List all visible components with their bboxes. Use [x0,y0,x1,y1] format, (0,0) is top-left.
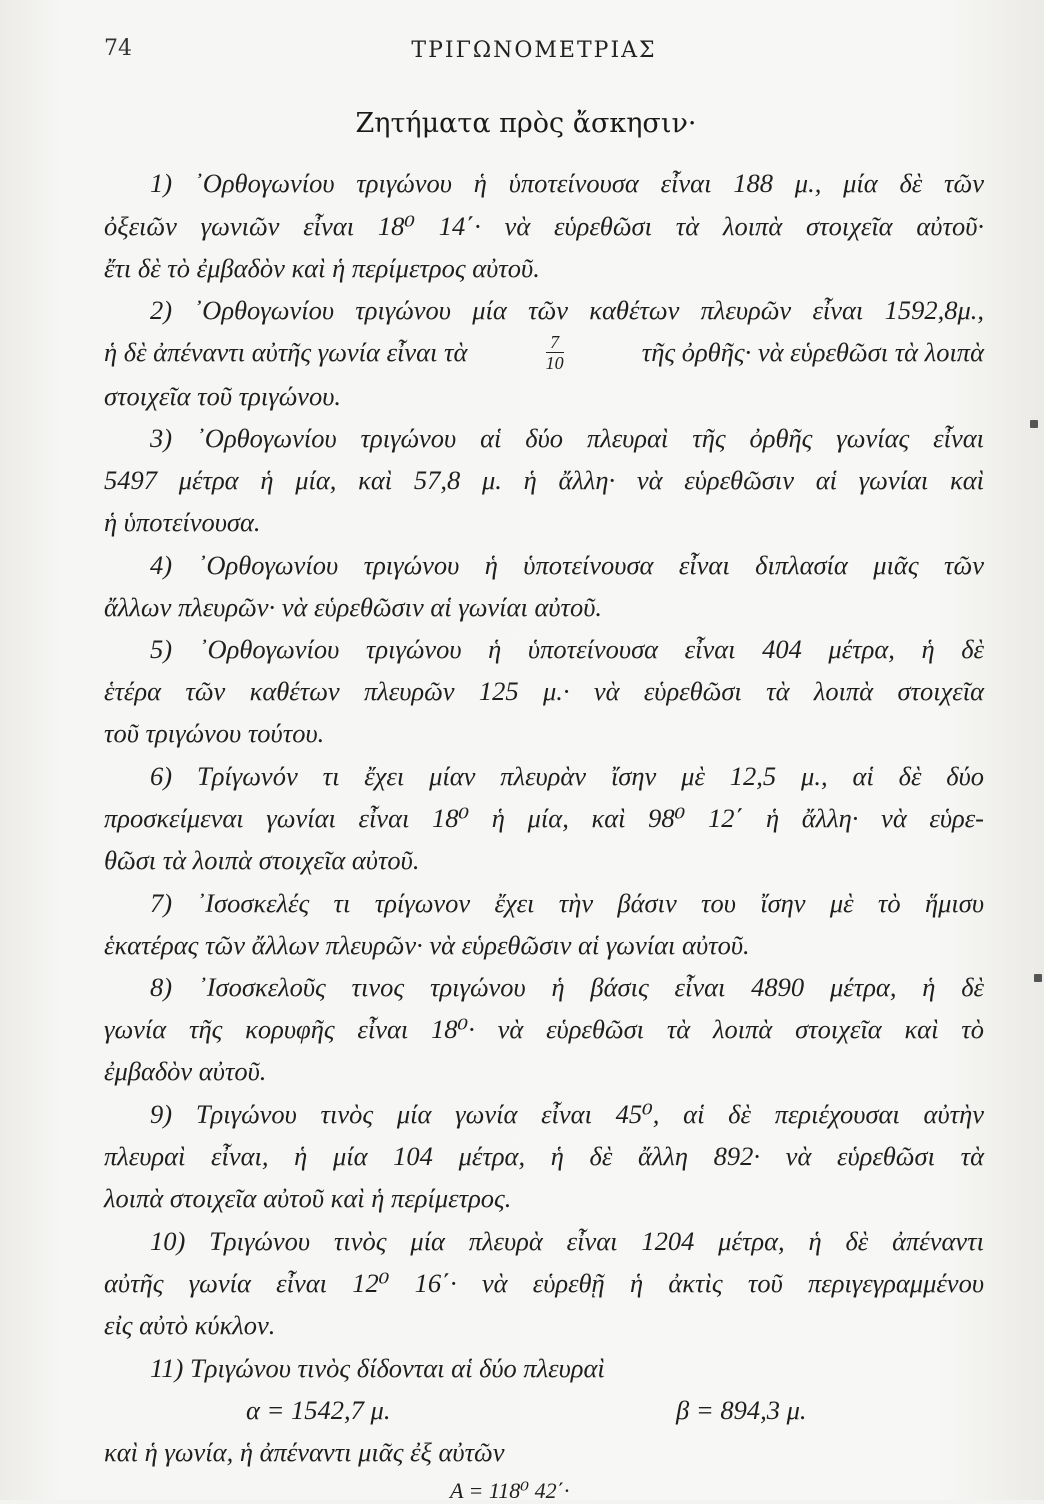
margin-mark [1030,420,1038,428]
fraction-numerator: 7 [546,332,564,353]
exercise-10-line-2: αὐτῆς γωνία εἶναι 12⁰ 16΄· νὰ εὑρεθῇ ἡ ἀκτὶς τοῦ περιγεγραμμένου [104,1268,984,1298]
exercise-1-line-2: ὀξειῶν γωνιῶν εἶναι 18⁰ 14΄· νὰ εὑρεθῶσι τὰ λοιπὰ στοιχεῖα αὐτοῦ· [104,211,984,241]
exercise-11-line-1: 11) Τριγώνου τινὸς δίδονται αἱ δύο πλευραὶ [150,1353,605,1383]
exercise-5-line-2: ἑτέρα τῶν καθέτων πλευρῶν 125 μ.· νὰ εὑρεθῶσι τὰ λοιπὰ στοιχεῖα [104,676,984,706]
exercise-2-line-2-end: τῆς ὀρθῆς· νὰ εὑρεθῶσι τὰ λοιπὰ [641,337,984,367]
exercise-4-line-2: ἄλλων πλευρῶν· νὰ εὑρεθῶσιν αἱ γωνίαι αὐτοῦ. [104,592,603,622]
exercise-6-line-2: προσκείμεναι γωνίαι εἶναι 18⁰ ἡ μία, καὶ 98⁰ 12΄ ἡ ἄλλη· νὰ εὑρε- [104,803,984,833]
exercise-2-line-2-start: ἡ δὲ ἀπέναντι αὐτῆς γωνία εἶναι τὰ [104,337,468,367]
exercise-3-line-3: ἡ ὑποτείνουσα. [104,507,261,537]
exercise-7-line-2: ἑκατέρας τῶν ἄλλων πλευρῶν· νὰ εὑρεθῶσιν αἱ γωνίαι αὐτοῦ. [104,930,750,960]
section-title: Ζητήματα πρὸς ἄσκησιν· [355,108,697,139]
exercise-8-line-2: γωνία τῆς κορυφῆς εἶναι 18⁰· νὰ εὑρεθῶσι τὰ λοιπὰ στοιχεῖα καὶ τὸ [104,1014,984,1044]
exercise-1-line-1: 1) ᾿Ορθογωνίου τριγώνου ἡ ὑποτείνουσα εἶναι 188 μ., μία δὲ τῶν [150,168,984,198]
exercise-6-line-3: θῶσι τὰ λοιπὰ στοιχεῖα αὐτοῦ. [104,845,420,875]
exercise-3-line-1: 3) ᾿Ορθογωνίου τριγώνου αἱ δύο πλευραὶ τῆς ὀρθῆς γωνίας εἶναι [150,423,984,453]
side-beta-value: β = 894,3 μ. [676,1395,807,1425]
exercise-1-line-3: ἔτι δὲ τὸ ἐμβαδὸν καὶ ἡ περίμετρος αὐτοῦ. [104,253,540,283]
exercise-10-line-3: εἰς αὐτὸ κύκλον. [104,1310,276,1340]
exercise-11-line-3: καὶ ἡ γωνία, ἡ ἀπέναντι μιᾶς ἐξ αὐτῶν [104,1437,505,1467]
exercise-9-line-2: πλευραὶ εἶναι, ἡ μία 104 μέτρα, ἡ δὲ ἄλλη 892· νὰ εὑρεθῶσι τὰ [104,1141,984,1171]
angle-A-value: Α = 118⁰ 42΄· [450,1478,570,1503]
exercise-3-line-2: 5497 μέτρα ἡ μία, καὶ 57,8 μ. ἡ ἄλλη· νὰ εὑρεθῶσιν αἱ γωνίαι καὶ [104,465,984,495]
exercise-8-line-3: ἐμβαδὸν αὐτοῦ. [104,1056,267,1086]
exercise-8-line-1: 8) ᾿Ισοσκελοῦς τινος τριγώνου ἡ βάσις εἶναι 4890 μέτρα, ἡ δὲ [150,972,984,1002]
fraction-seven-tenths [546,332,564,373]
exercise-9-line-1: 9) Τριγώνου τινὸς μία γωνία εἶναι 45⁰, αἱ δὲ περιέχουσαι αὐτὴν [150,1099,984,1129]
fraction-denominator: 10 [545,353,564,373]
page-number: 74 [104,36,132,61]
side-alpha-value: α = 1542,7 μ. [246,1395,391,1425]
running-title: ΤΡΙΓΩΝΟΜΕΤΡΙΑΣ [411,38,657,63]
exercise-7-line-1: 7) ᾿Ισοσκελές τι τρίγωνον ἔχει τὴν βάσιν του ἴσην μὲ τὸ ἥμισυ [150,888,984,918]
exercise-4-line-1: 4) ᾿Ορθογωνίου τριγώνου ἡ ὑποτείνουσα εἶναι διπλασία μιᾶς τῶν [150,550,984,580]
exercise-2-line-3: στοιχεῖα τοῦ τριγώνου. [104,381,341,411]
margin-mark [1034,974,1042,982]
exercise-9-line-3: λοιπὰ στοιχεῖα αὐτοῦ καὶ ἡ περίμετρος. [104,1183,512,1213]
exercise-5-line-1: 5) ᾿Ορθογωνίου τριγώνου ἡ ὑποτείνουσα εἶναι 404 μέτρα, ἡ δὲ [150,634,984,664]
exercise-10-line-1: 10) Τριγώνου τινὸς μία πλευρὰ εἶναι 1204 μέτρα, ἡ δὲ ἀπέναντι [150,1226,984,1256]
exercise-2-line-1: 2) ᾿Ορθογωνίου τριγώνου μία τῶν καθέτων πλευρῶν εἶναι 1592,8μ., [150,295,984,325]
exercise-6-line-1: 6) Τρίγωνόν τι ἔχει μίαν πλευρὰν ἴσην μὲ 12,5 μ., αἱ δὲ δύο [150,761,984,791]
exercise-5-line-3: τοῦ τριγώνου τούτου. [104,718,325,748]
exercise-2-line-2 [104,332,984,373]
